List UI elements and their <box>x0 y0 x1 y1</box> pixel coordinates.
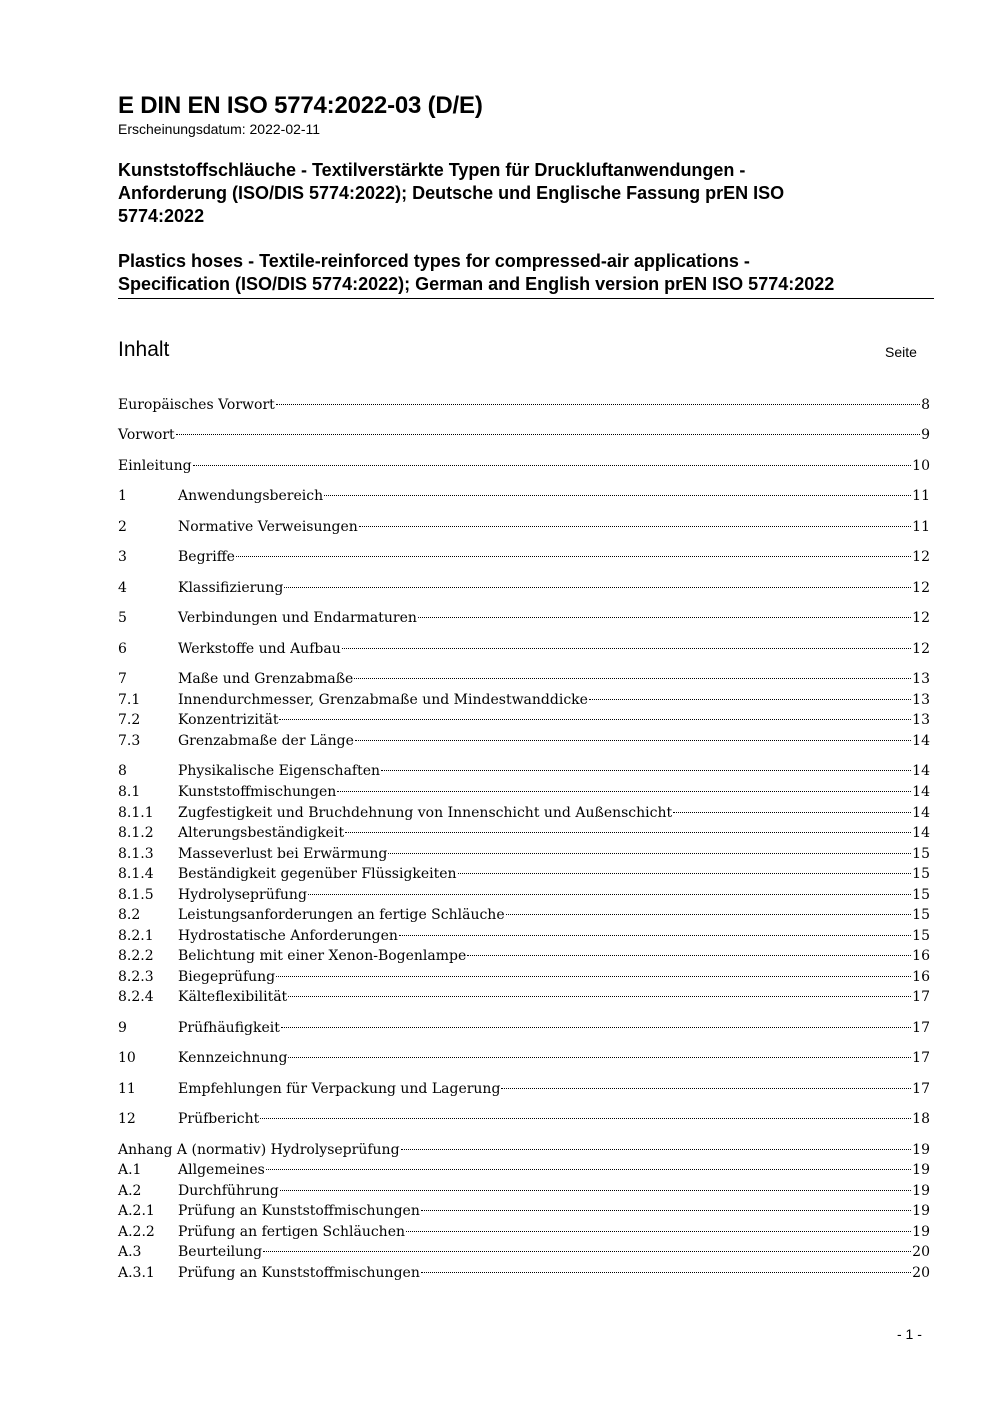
toc-entry-page: 14 <box>912 784 930 800</box>
toc-entry-title: Prüfung an fertigen Schläuchen <box>178 1224 405 1240</box>
toc-entry-page: 11 <box>912 519 930 535</box>
toc-entry-page: 12 <box>912 549 930 565</box>
toc-dot-leader <box>280 1190 911 1191</box>
toc-entry[interactable] <box>118 486 930 506</box>
toc-entry-page: 16 <box>912 969 930 985</box>
toc-entry-number: 3 <box>118 549 127 565</box>
toc-dot-leader <box>354 678 911 679</box>
toc-entry[interactable] <box>118 669 930 689</box>
toc-entry-page: 8 <box>921 397 930 413</box>
toc-dot-leader <box>506 914 912 915</box>
toc-entry[interactable] <box>118 690 930 710</box>
toc-entry-number: 8 <box>118 763 127 779</box>
toc-entry[interactable] <box>118 1140 930 1160</box>
toc-entry-page: 14 <box>912 825 930 841</box>
toc-dot-leader <box>467 955 911 956</box>
toc-entry[interactable] <box>118 517 930 537</box>
toc-entry-number: A.3 <box>118 1244 142 1260</box>
toc-entry-page: 19 <box>912 1162 930 1178</box>
toc-entry-number: 8.1 <box>118 784 141 800</box>
toc-page-label: Seite <box>885 344 917 360</box>
toc-entry-title: Prüfung an Kunststoffmischungen <box>178 1203 420 1219</box>
toc-dot-leader <box>345 832 911 833</box>
toc-entry-title: Prüfbericht <box>178 1111 260 1127</box>
toc-dot-leader <box>266 1169 911 1170</box>
toc-entry-number: 8.2.3 <box>118 969 154 985</box>
toc-entry-title: Allgemeines <box>178 1162 265 1178</box>
toc-entry-number: 8.1.1 <box>118 805 154 821</box>
toc-entry-title: Kunststoffmischungen <box>178 784 337 800</box>
toc-entry[interactable] <box>118 1109 930 1129</box>
toc-entry-page: 17 <box>912 1050 930 1066</box>
toc-entry-number: 7.3 <box>118 733 141 749</box>
toc-entry-page: 19 <box>912 1224 930 1240</box>
toc-dot-leader <box>399 935 911 936</box>
toc-dot-leader <box>281 1027 911 1028</box>
toc-entry-title: Durchführung <box>178 1183 279 1199</box>
toc-entry-page: 18 <box>912 1111 930 1127</box>
toc-entry-number: 8.2.2 <box>118 948 154 964</box>
publication-date: Erscheinungsdatum: 2022-02-11 <box>118 121 321 137</box>
toc-dot-leader <box>288 1057 911 1058</box>
toc-entry-title: Maße und Grenzabmaße <box>178 671 354 687</box>
toc-entry-number: A.2.1 <box>118 1203 155 1219</box>
toc-entry-number: 6 <box>118 641 127 657</box>
toc-entry[interactable] <box>118 1242 930 1262</box>
toc-entry-title: Begriffe <box>178 549 235 565</box>
toc-entry[interactable] <box>118 803 930 823</box>
toc-entry[interactable] <box>118 639 930 659</box>
toc-entry-number: 7.1 <box>118 692 141 708</box>
toc-entry-page: 20 <box>912 1244 930 1260</box>
toc-dot-leader <box>288 996 911 997</box>
toc-dot-leader <box>324 495 911 496</box>
toc-entry-page: 19 <box>912 1183 930 1199</box>
toc-dot-leader <box>401 1149 912 1150</box>
toc-entry-title: Werkstoffe und Aufbau <box>178 641 341 657</box>
toc-entry-title: Europäisches Vorwort <box>118 397 275 413</box>
toc-entry-number: A.1 <box>118 1162 142 1178</box>
toc-entry[interactable] <box>118 905 930 925</box>
title-german: Kunststoffschläuche - Textilverstärkte Typen für Druckluftanwendungen - Anforderung (ISO/DIS 5774:2022); Deutsche und Englische Fassung prEN ISO 5774:2022 <box>118 160 785 226</box>
toc-entry-title: Konzentrizität <box>178 712 279 728</box>
toc-entry-title: Alterungsbeständigkeit <box>178 825 345 841</box>
toc-dot-leader <box>276 404 920 405</box>
toc-entry-number: 11 <box>118 1081 136 1097</box>
toc-entry[interactable] <box>118 1181 930 1201</box>
toc-entry-title: Normative Verweisungen <box>178 519 358 535</box>
toc-entry-number: 10 <box>118 1050 136 1066</box>
toc-entry[interactable] <box>118 578 930 598</box>
toc-dot-leader <box>589 699 911 700</box>
toc-entry-title: Grenzabmaße der Länge <box>178 733 354 749</box>
toc-dot-leader <box>501 1088 911 1089</box>
toc-dot-leader <box>337 791 911 792</box>
toc-dot-leader <box>418 617 911 618</box>
toc-entry[interactable] <box>118 1018 930 1038</box>
toc-entry-title: Masseverlust bei Erwärmung <box>178 846 388 862</box>
toc-entry[interactable] <box>118 1222 930 1242</box>
toc-entry-number: 4 <box>118 580 127 596</box>
toc-entry-page: 17 <box>912 1020 930 1036</box>
toc-entry-number: 8.1.4 <box>118 866 154 882</box>
toc-dot-leader <box>236 556 911 557</box>
toc-dot-leader <box>284 587 911 588</box>
title-english: Plastics hoses - Textile-reinforced types for compressed-air applications - Specification (ISO/DIS 5774:2022); German and English version prEN ISO 5774:2022 <box>118 250 934 299</box>
toc-entry-page: 15 <box>912 866 930 882</box>
toc-dot-leader <box>308 894 911 895</box>
toc-entry-page: 15 <box>912 846 930 862</box>
toc-entry[interactable] <box>118 987 930 1007</box>
toc-entry[interactable] <box>118 885 930 905</box>
toc-entry-title: Beständigkeit gegenüber Flüssigkeiten <box>178 866 457 882</box>
toc-entry[interactable] <box>118 844 930 864</box>
toc-dot-leader <box>193 465 912 466</box>
toc-entry-title: Innendurchmesser, Grenzabmaße und Mindestwanddicke <box>178 692 588 708</box>
toc-entry-page: 12 <box>912 641 930 657</box>
toc-dot-leader <box>263 1251 911 1252</box>
toc-dot-leader <box>355 740 911 741</box>
toc-entry-title: Prüfhäufigkeit <box>178 1020 280 1036</box>
toc-entry-number: 9 <box>118 1020 127 1036</box>
toc-entry-number: A.3.1 <box>118 1265 155 1281</box>
toc-entry-title: Hydrostatische Anforderungen <box>178 928 398 944</box>
toc-dot-leader <box>421 1272 911 1273</box>
toc-heading: Inhalt <box>118 338 170 361</box>
toc-entry-page: 17 <box>912 1081 930 1097</box>
toc-entry[interactable] <box>118 864 930 884</box>
toc-dot-leader <box>458 873 912 874</box>
toc-entry-title: Leistungsanforderungen an fertige Schläuche <box>178 907 505 923</box>
toc-entry-title: Verbindungen und Endarmaturen <box>178 610 417 626</box>
toc-entry-number: 12 <box>118 1111 136 1127</box>
toc-entry-page: 10 <box>912 458 930 474</box>
toc-entry-page: 13 <box>912 712 930 728</box>
toc-dot-leader <box>359 526 911 527</box>
toc-entry-page: 9 <box>921 427 930 443</box>
toc-entry-title: Kälteflexibilität <box>178 989 288 1005</box>
toc-entry[interactable] <box>118 1079 930 1099</box>
toc-entry-number: 8.2.1 <box>118 928 154 944</box>
toc-entry[interactable] <box>118 547 930 567</box>
toc-entry-number: 7 <box>118 671 127 687</box>
toc-entry[interactable] <box>118 946 930 966</box>
toc-entry[interactable] <box>118 823 930 843</box>
toc-entry-number: 8.1.2 <box>118 825 154 841</box>
toc-entry-number: A.2 <box>118 1183 142 1199</box>
toc-entry-page: 15 <box>912 887 930 903</box>
toc-entry-title: Biegeprüfung <box>178 969 276 985</box>
toc-entry-page: 12 <box>912 580 930 596</box>
toc-entry-number: 1 <box>118 488 127 504</box>
toc-entry[interactable] <box>118 967 930 987</box>
toc-entry[interactable] <box>118 1263 930 1283</box>
toc-entry-title: Physikalische Eigenschaften <box>178 763 381 779</box>
toc-entry-title: Kennzeichnung <box>178 1050 288 1066</box>
toc-entry-title: Anwendungsbereich <box>178 488 324 504</box>
toc-entry[interactable] <box>118 1201 930 1221</box>
toc-entry-title: Einleitung <box>118 458 192 474</box>
toc-entry-title: Anhang A (normativ) Hydrolyseprüfung <box>118 1142 400 1158</box>
toc-entry-page: 19 <box>912 1203 930 1219</box>
toc-entry-page: 14 <box>912 763 930 779</box>
toc-entry-page: 20 <box>912 1265 930 1281</box>
toc-entry-number: 7.2 <box>118 712 141 728</box>
toc-entry[interactable] <box>118 926 930 946</box>
toc-entry[interactable] <box>118 1160 930 1180</box>
toc-dot-leader <box>176 434 920 435</box>
toc-entry-page: 15 <box>912 907 930 923</box>
toc-entry-page: 12 <box>912 610 930 626</box>
toc-entry-number: 2 <box>118 519 127 535</box>
toc-dot-leader <box>406 1231 911 1232</box>
toc-dot-leader <box>388 853 911 854</box>
toc-dot-leader <box>381 770 911 771</box>
toc-entry-number: 5 <box>118 610 127 626</box>
page-number: - 1 - <box>897 1326 922 1342</box>
toc-entry-title: Prüfung an Kunststoffmischungen <box>178 1265 420 1281</box>
toc-entry-title: Belichtung mit einer Xenon-Bogenlampe <box>178 948 467 964</box>
toc-dot-leader <box>421 1210 911 1211</box>
toc-entry-page: 13 <box>912 692 930 708</box>
toc-entry-title: Vorwort <box>118 427 175 443</box>
toc-entry-page: 15 <box>912 928 930 944</box>
toc-entry[interactable] <box>118 1048 930 1068</box>
toc-entry[interactable] <box>118 782 930 802</box>
toc-entry-title: Zugfestigkeit und Bruchdehnung von Innenschicht und Außenschicht <box>178 805 673 821</box>
toc-dot-leader <box>260 1118 911 1119</box>
toc-entry[interactable] <box>118 456 930 476</box>
toc-entry-page: 19 <box>912 1142 930 1158</box>
toc-entry[interactable] <box>118 608 930 628</box>
toc-entry-title: Beurteilung <box>178 1244 263 1260</box>
toc-entry[interactable] <box>118 731 930 751</box>
toc-entry-number: 8.2.4 <box>118 989 154 1005</box>
toc-entry[interactable] <box>118 710 930 730</box>
toc-entry-page: 11 <box>912 488 930 504</box>
toc-dot-leader <box>673 812 911 813</box>
toc-entry-number: A.2.2 <box>118 1224 155 1240</box>
toc-entry-number: 8.2 <box>118 907 141 923</box>
toc-entry[interactable] <box>118 761 930 781</box>
toc-entry[interactable] <box>118 425 930 445</box>
toc-entry-title: Empfehlungen für Verpackung und Lagerung <box>178 1081 501 1097</box>
toc-entry-page: 14 <box>912 805 930 821</box>
toc-entry-title: Klassifizierung <box>178 580 284 596</box>
toc-entry-title: Hydrolyseprüfung <box>178 887 307 903</box>
toc-entry-page: 16 <box>912 948 930 964</box>
toc-entry[interactable] <box>118 395 930 415</box>
toc-entry-page: 13 <box>912 671 930 687</box>
toc-entry-page: 17 <box>912 989 930 1005</box>
toc-dot-leader <box>279 719 911 720</box>
toc-entry-number: 8.1.3 <box>118 846 154 862</box>
toc-dot-leader <box>342 648 911 649</box>
toc-entry-page: 14 <box>912 733 930 749</box>
toc-entry-number: 8.1.5 <box>118 887 154 903</box>
toc-dot-leader <box>276 976 911 977</box>
document-id: E DIN EN ISO 5774:2022-03 (D/E) <box>118 92 483 119</box>
